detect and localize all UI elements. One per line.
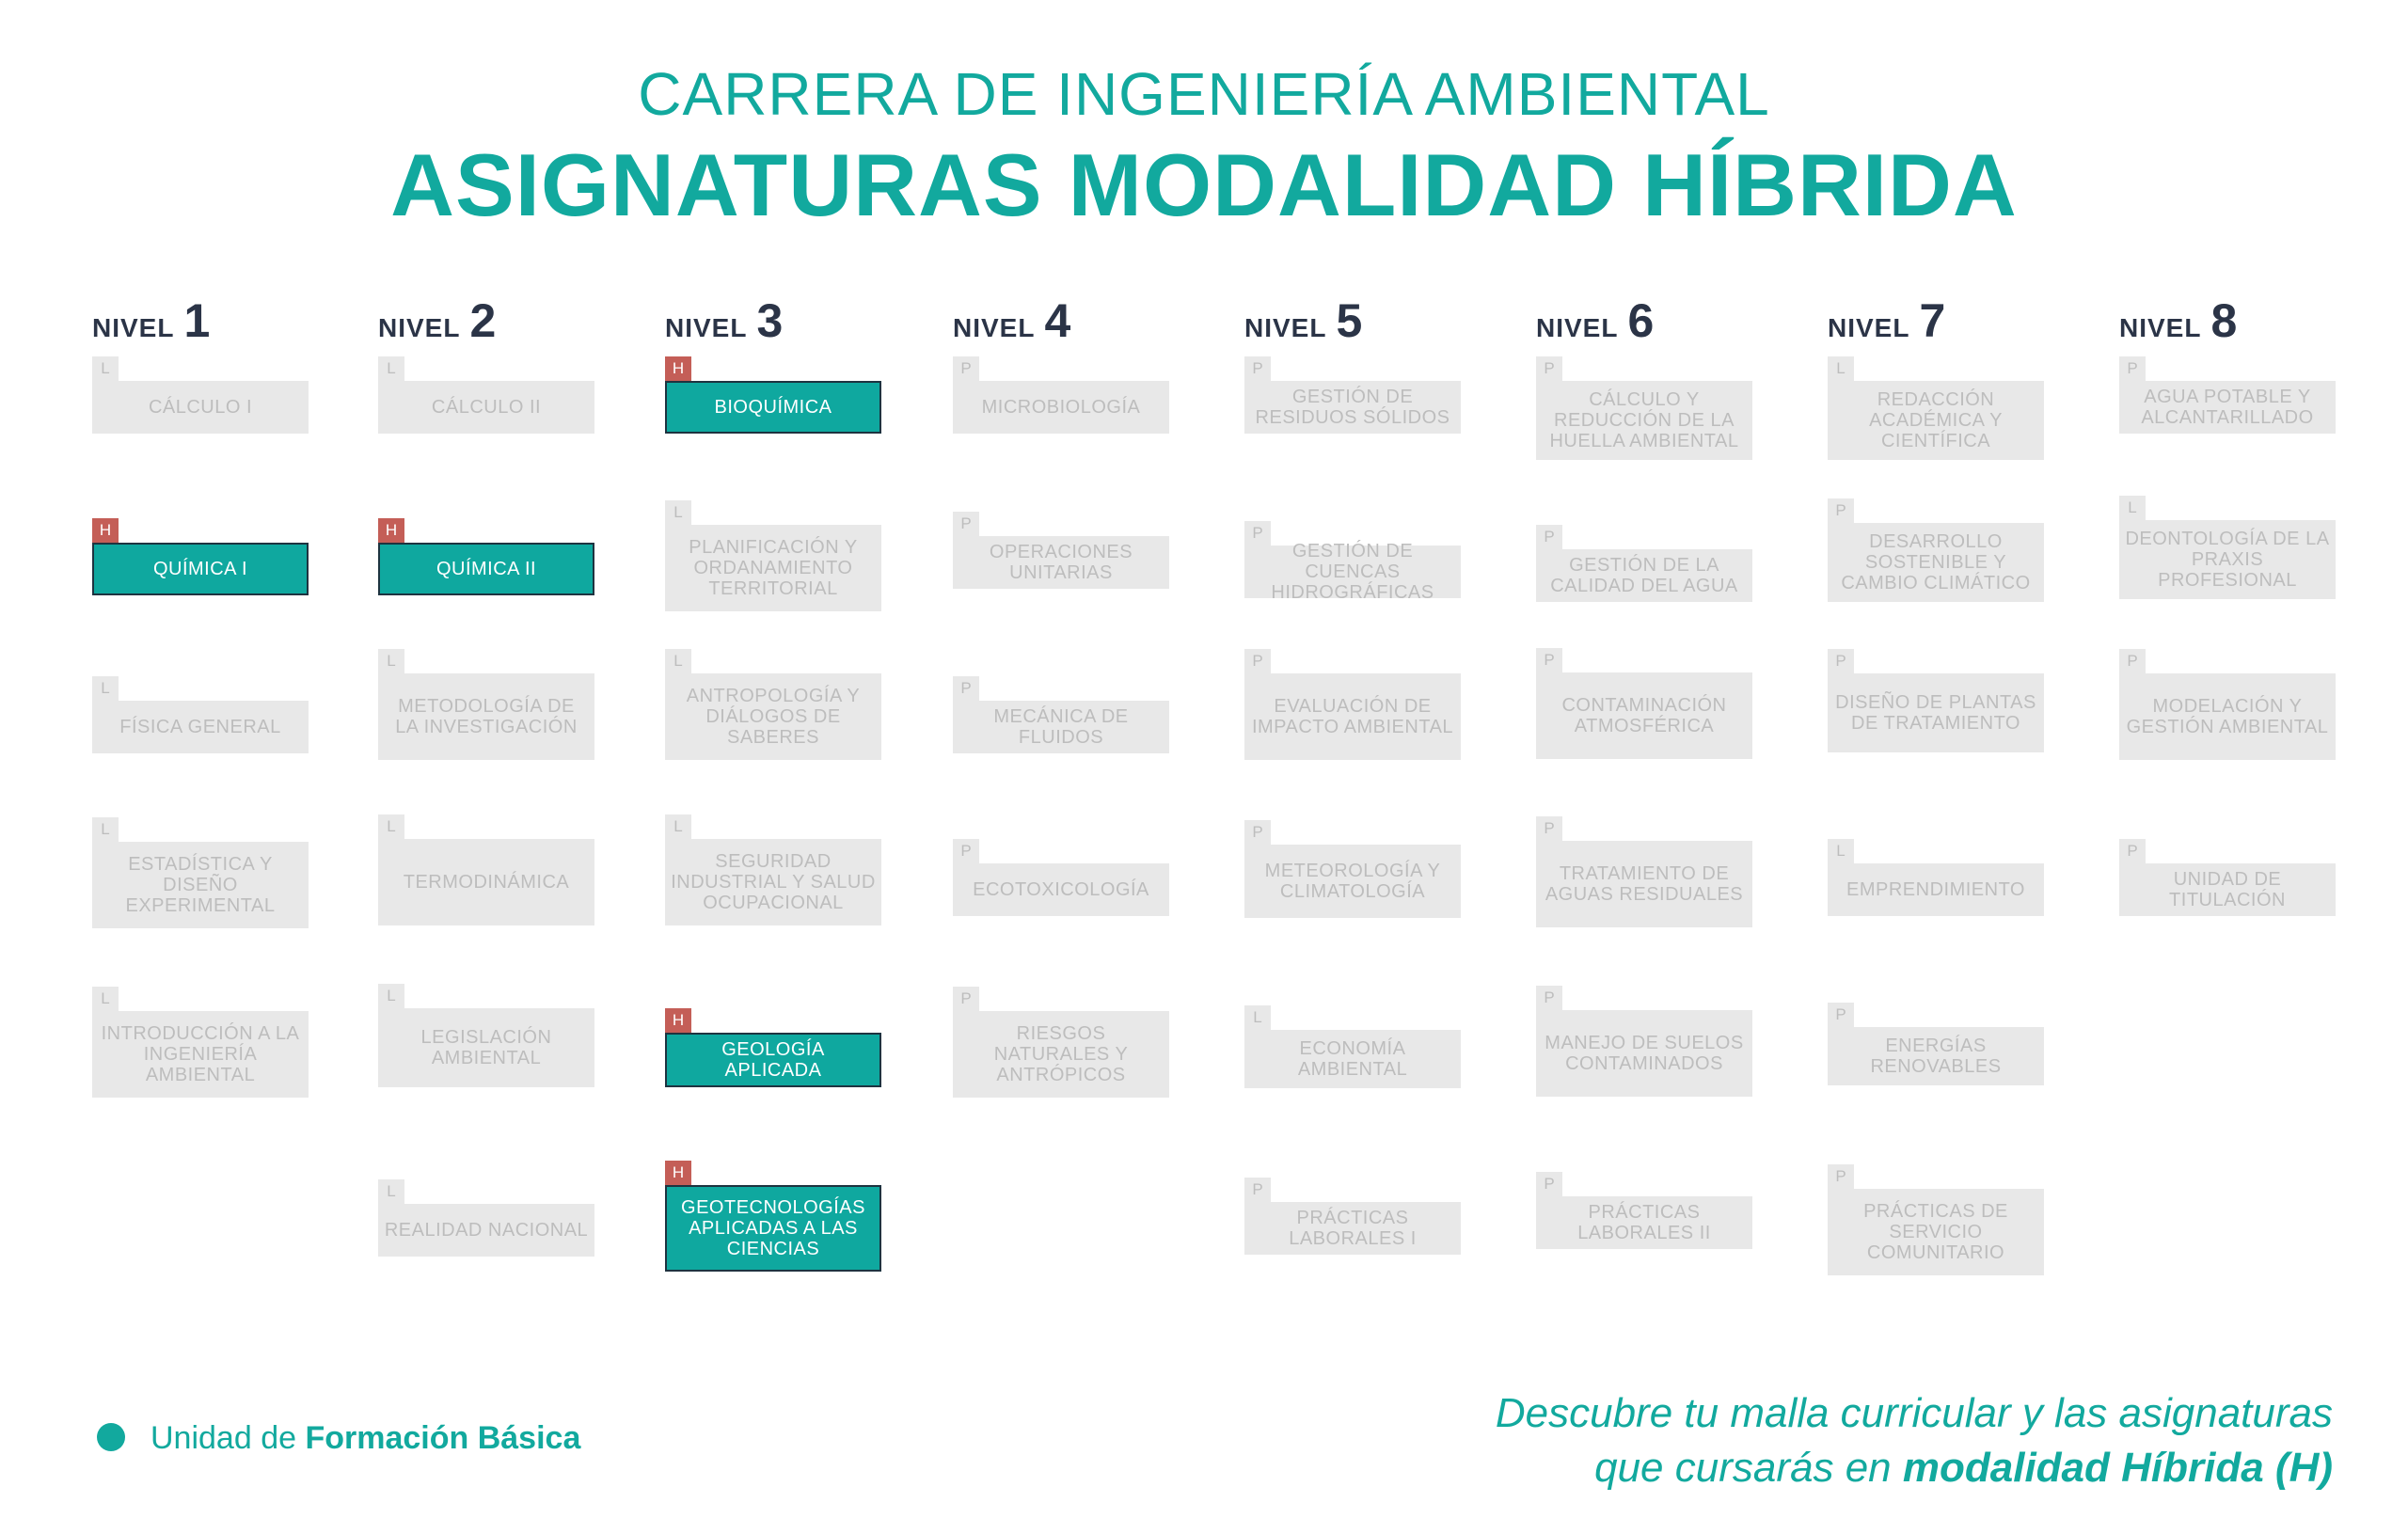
course-box: EVALUACIÓN DE IMPACTO AMBIENTAL xyxy=(1244,673,1461,760)
course-type-badge: P xyxy=(1244,356,1271,381)
course-type-badge: P xyxy=(1244,1178,1271,1202)
level-number: 7 xyxy=(1919,294,1946,347)
tagline-prefix: que cursarás en xyxy=(1594,1445,1892,1491)
level-5-heading xyxy=(1244,293,1362,350)
course-type-badge: H xyxy=(665,356,691,381)
course-box: ANTROPOLOGÍA Y DIÁLOGOS DE SABERES xyxy=(665,673,881,760)
level-label: NIVEL xyxy=(665,313,748,342)
level-label: NIVEL xyxy=(1536,313,1619,342)
course-box: CÁLCULO II xyxy=(378,381,594,434)
course-box: METEOROLOGÍA Y CLIMATOLOGÍA xyxy=(1244,845,1461,918)
course-box: QUÍMICA II xyxy=(378,543,594,595)
course-type-badge: L xyxy=(92,356,119,381)
course-type-badge: P xyxy=(1536,1172,1562,1196)
level-label: NIVEL xyxy=(378,313,461,342)
course-type-badge: L xyxy=(2119,496,2146,520)
course-type-badge: P xyxy=(2119,356,2146,381)
course-type-badge: L xyxy=(1244,1005,1271,1030)
course-box: MANEJO DE SUELOS CONTAMINADOS xyxy=(1536,1010,1752,1097)
course-type-badge: L xyxy=(378,814,404,839)
course-type-badge: P xyxy=(1536,986,1562,1010)
course-box: TRATAMIENTO DE AGUAS RESIDUALES xyxy=(1536,841,1752,927)
course-box: UNIDAD DE TITULACIÓN xyxy=(2119,863,2336,916)
level-number: 3 xyxy=(756,294,784,347)
course-type-badge: P xyxy=(1828,498,1854,523)
course-type-badge: L xyxy=(1828,839,1854,863)
course-box: GESTIÓN DE CUENCAS HIDROGRÁFICAS xyxy=(1244,546,1461,598)
course-type-badge: P xyxy=(953,356,979,381)
course-box: RIESGOS NATURALES Y ANTRÓPICOS xyxy=(953,1011,1169,1098)
course-type-badge: P xyxy=(1536,356,1562,381)
course-type-badge: L xyxy=(665,814,691,839)
legend-prefix: Unidad de xyxy=(150,1420,297,1456)
level-7-heading xyxy=(1828,293,1945,350)
legend-dot-icon xyxy=(97,1423,125,1451)
course-box: REDACCIÓN ACADÉMICA Y CIENTÍFICA xyxy=(1828,381,2044,460)
course-box: CÁLCULO I xyxy=(92,381,309,434)
course-box: AGUA POTABLE Y ALCANTARILLADO xyxy=(2119,381,2336,434)
course-box: CONTAMINACIÓN ATMOSFÉRICA xyxy=(1536,672,1752,759)
course-box: DEONTOLOGÍA DE LA PRAXIS PROFESIONAL xyxy=(2119,520,2336,599)
legend-bold: Formación Básica xyxy=(305,1420,581,1456)
course-box: GESTIÓN DE RESIDUOS SÓLIDOS xyxy=(1244,381,1461,434)
tagline-line1: Descubre tu malla curricular y las asignaturas xyxy=(1495,1390,2333,1436)
career-title: CARRERA DE INGENIERÍA AMBIENTAL xyxy=(638,60,1770,128)
level-number: 8 xyxy=(2210,294,2238,347)
level-8-heading xyxy=(2119,293,2237,350)
course-box: QUÍMICA I xyxy=(92,543,309,595)
level-1-heading xyxy=(92,293,210,350)
course-type-badge: H xyxy=(665,1008,691,1033)
course-type-badge: H xyxy=(665,1161,691,1185)
course-type-badge: P xyxy=(2119,839,2146,863)
course-box: PRÁCTICAS DE SERVICIO COMUNITARIO xyxy=(1828,1189,2044,1275)
level-4-heading xyxy=(953,293,1070,350)
level-label: NIVEL xyxy=(1828,313,1910,342)
course-box: CÁLCULO Y REDUCCIÓN DE LA HUELLA AMBIENTAL xyxy=(1536,381,1752,460)
course-type-badge: P xyxy=(1828,649,1854,673)
course-box: REALIDAD NACIONAL xyxy=(378,1204,594,1257)
course-box: OPERACIONES UNITARIAS xyxy=(953,536,1169,589)
course-box: GEOLOGÍA APLICADA xyxy=(665,1033,881,1087)
course-type-badge: P xyxy=(1536,816,1562,841)
course-box: LEGISLACIÓN AMBIENTAL xyxy=(378,1008,594,1087)
course-box: ENERGÍAS RENOVABLES xyxy=(1828,1027,2044,1085)
course-box: MECÁNICA DE FLUIDOS xyxy=(953,701,1169,753)
course-type-badge: P xyxy=(1828,1003,1854,1027)
tagline-bold: modalidad Híbrida (H) xyxy=(1902,1445,2333,1491)
course-type-badge: L xyxy=(92,676,119,701)
course-box: GESTIÓN DE LA CALIDAD DEL AGUA xyxy=(1536,549,1752,602)
course-box: GEOTECNOLOGÍAS APLICADAS A LAS CIENCIAS xyxy=(665,1185,881,1272)
course-type-badge: H xyxy=(378,518,404,543)
course-box: BIOQUÍMICA xyxy=(665,381,881,434)
course-type-badge: P xyxy=(953,512,979,536)
legend-label xyxy=(150,1420,580,1457)
course-type-badge: L xyxy=(378,1179,404,1204)
course-box: SEGURIDAD INDUSTRIAL Y SALUD OCUPACIONAL xyxy=(665,839,881,925)
course-type-badge: H xyxy=(92,518,119,543)
level-6-heading xyxy=(1536,293,1654,350)
course-type-badge: L xyxy=(665,649,691,673)
course-type-badge: P xyxy=(1828,1164,1854,1189)
course-type-badge: P xyxy=(953,987,979,1011)
course-box: ECONOMÍA AMBIENTAL xyxy=(1244,1030,1461,1088)
level-label: NIVEL xyxy=(953,313,1036,342)
course-type-badge: P xyxy=(2119,649,2146,673)
course-box: MICROBIOLOGÍA xyxy=(953,381,1169,434)
course-type-badge: P xyxy=(1244,521,1271,546)
course-box: METODOLOGÍA DE LA INVESTIGACIÓN xyxy=(378,673,594,760)
level-label: NIVEL xyxy=(1244,313,1327,342)
course-box: EMPRENDIMIENTO xyxy=(1828,863,2044,916)
course-box: ECOTOXICOLOGÍA xyxy=(953,863,1169,916)
course-type-badge: P xyxy=(1536,525,1562,549)
tagline-line2 xyxy=(1594,1445,2333,1492)
course-box: PLANIFICACIÓN Y ORDANAMIENTO TERRITORIAL xyxy=(665,525,881,611)
course-box: TERMODINÁMICA xyxy=(378,839,594,925)
course-box: DESARROLLO SOSTENIBLE Y CAMBIO CLIMÁTICO xyxy=(1828,523,2044,602)
page-title: ASIGNATURAS MODALIDAD HÍBRIDA xyxy=(390,135,2018,234)
course-box: PRÁCTICAS LABORALES II xyxy=(1536,1196,1752,1249)
course-box: FÍSICA GENERAL xyxy=(92,701,309,753)
course-type-badge: L xyxy=(92,987,119,1011)
course-type-badge: P xyxy=(953,676,979,701)
course-box: ESTADÍSTICA Y DISEÑO EXPERIMENTAL xyxy=(92,842,309,928)
level-label: NIVEL xyxy=(92,313,175,342)
course-type-badge: L xyxy=(92,817,119,842)
course-box: MODELACIÓN Y GESTIÓN AMBIENTAL xyxy=(2119,673,2336,760)
course-type-badge: P xyxy=(1244,649,1271,673)
course-type-badge: L xyxy=(378,649,404,673)
course-type-badge: L xyxy=(665,500,691,525)
level-number: 4 xyxy=(1044,294,1071,347)
level-number: 2 xyxy=(469,294,497,347)
course-type-badge: P xyxy=(1244,820,1271,845)
course-box: DISEÑO DE PLANTAS DE TRATAMIENTO xyxy=(1828,673,2044,752)
course-type-badge: P xyxy=(1536,648,1562,672)
course-type-badge: L xyxy=(1828,356,1854,381)
level-3-heading xyxy=(665,293,783,350)
level-number: 5 xyxy=(1336,294,1363,347)
course-box: INTRODUCCIÓN A LA INGENIERÍA AMBIENTAL xyxy=(92,1011,309,1098)
course-type-badge: L xyxy=(378,356,404,381)
course-type-badge: P xyxy=(953,839,979,863)
course-box: PRÁCTICAS LABORALES I xyxy=(1244,1202,1461,1255)
level-number: 1 xyxy=(183,294,211,347)
course-type-badge: L xyxy=(378,984,404,1008)
level-2-heading xyxy=(378,293,496,350)
level-label: NIVEL xyxy=(2119,313,2202,342)
level-number: 6 xyxy=(1627,294,1655,347)
